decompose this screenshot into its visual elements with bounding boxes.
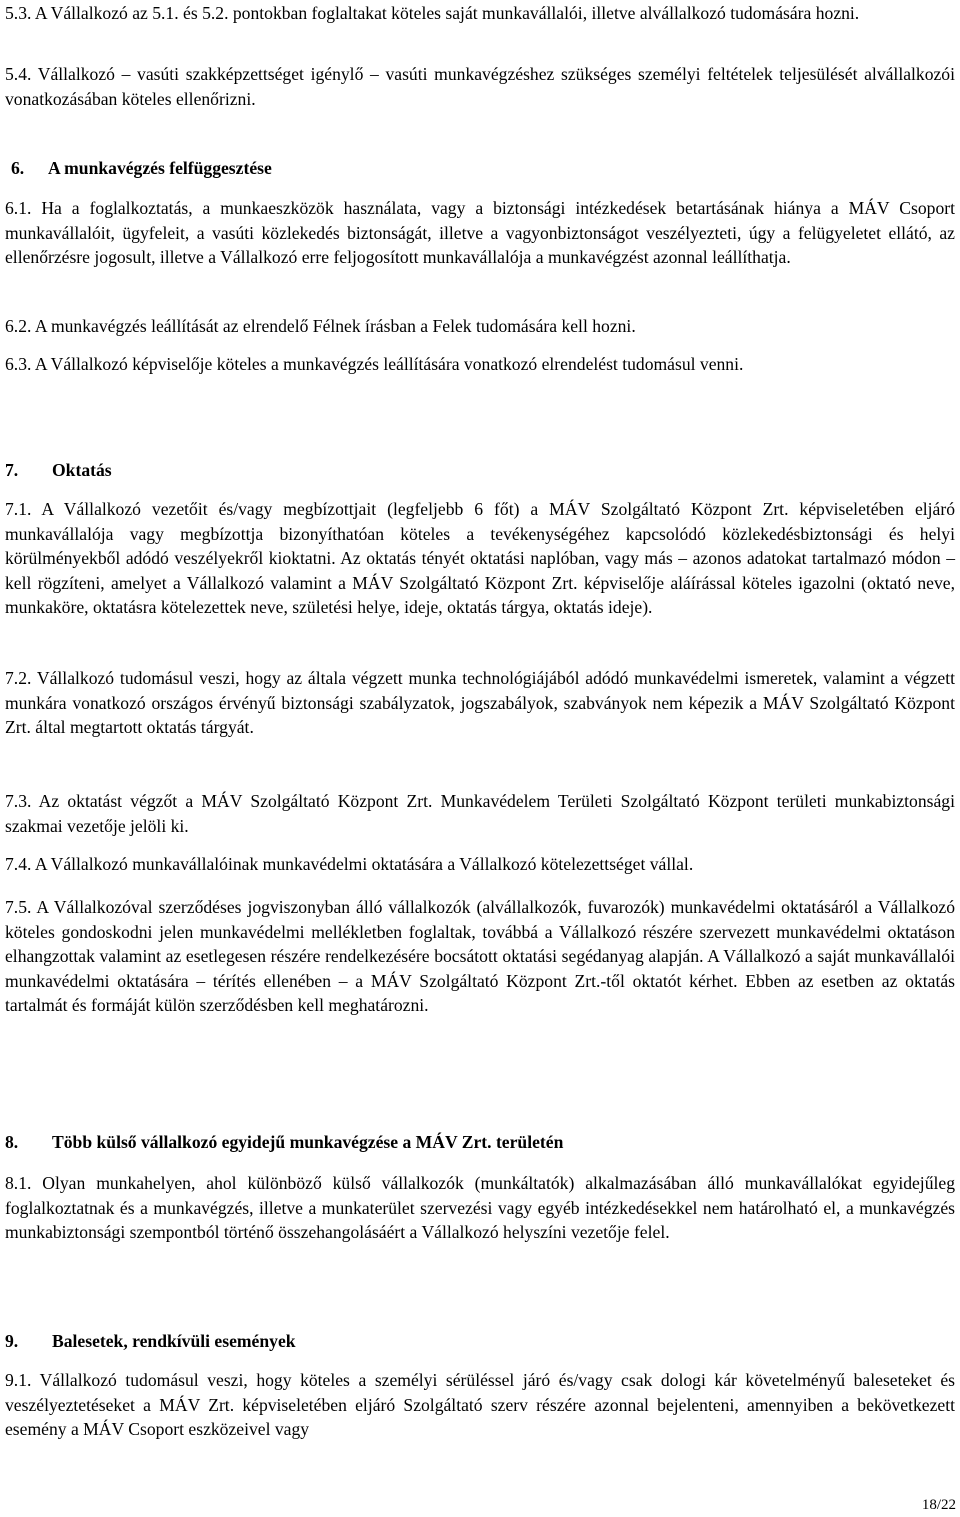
paragraph-6-2: 6.2. A munkavégzés leállítását az elrendelő Félnek írásban a Felek tudomására kell hozni. xyxy=(5,316,636,336)
paragraph-6-3: 6.3. A Vállalkozó képviselője köteles a munkavégzés leállítására vonatkozó elrendelést tudomásul venni. xyxy=(5,354,744,374)
paragraph-7-3: 7.3. Az oktatást végzőt a MÁV Szolgáltató Központ Zrt. Munkavédelem Területi Szolgáltató Központ területi munkabiztonsági szakmai vezetője jelöli ki. xyxy=(5,791,955,836)
section-heading-9 xyxy=(5,1329,296,1354)
section-title: Oktatás xyxy=(52,460,112,480)
paragraph-7-5: 7.5. A Vállalkozóval szerződéses jogviszonyban álló vállalkozók (alvállalkozók, fuvarozók) munkavédelmi oktatásáról a Vállalkozó köteles gondoskodni jelen munkavédelmi mellékletben foglaltak, továbbá a Vállalkozó részére szervezett munkavédelmi oktatáson elhangzottak valamint az esetlegesen részére rendelkezésére bocsátott oktatási segédanyag alapján. A Vállalkozó a saját munkavállalói munkavédelmi oktatására – térítés ellenében – a MÁV Szolgáltató Központ Zrt.-től oktatót kérhet. Ebben az esetben az oktatás tartalmát és formáját külön szerződésben kell meghatározni. xyxy=(5,897,955,1016)
paragraph-5-4: 5.4. Vállalkozó – vasúti szakképzettséget igénylő – vasúti munkavégzéshez szükséges személyi feltételek teljesülését alvállalkozói vonatkozásában köteles ellenőrizni. xyxy=(5,64,955,109)
section-heading-6 xyxy=(11,156,272,181)
section-title: Balesetek, rendkívüli események xyxy=(52,1331,296,1351)
section-number: 6. xyxy=(11,158,25,178)
paragraph-7-2: 7.2. Vállalkozó tudomásul veszi, hogy az általa végzett munka technológiájából adódó munkavédelmi ismeretek, valamint a végzett munkára vonatkozó országos érvényű biztonsági szabályzatok, jogszabályok, szabványok nem képezik a MÁV Szolgáltató Központ Zrt. által megtartott oktatás tárgyát. xyxy=(5,668,955,738)
paragraph-9-1: 9.1. Vállalkozó tudomásul veszi, hogy köteles a személyi sérüléssel járó és/vagy csak dologi kár követelményű baleseteket és veszélyeztetéseket a MÁV Zrt. képviseletében eljáró Szolgáltató szerv részére azonnal bejelenteni, amennyiben a bekövetkezett esemény a MÁV Csoport eszközeivel vagy xyxy=(5,1370,955,1440)
paragraph-6-1: 6.1. Ha a foglalkoztatás, a munkaeszközök használata, vagy a biztonsági intézkedések betartásának hiánya a MÁV Csoport munkavállalóit, ügyfeleit, a vasúti közlekedés biztonságát, illetve a vagyonbiztonságot veszélyezteti, úgy a felügyeletet ellátó, az ellenőrzésre jogosult, illetve a Vállalkozó erre feljogosított munkavállalója a munkavégzést azonnal leállíthatja. xyxy=(5,198,955,268)
section-number: 7. xyxy=(5,460,19,480)
section-number: 8. xyxy=(5,1132,19,1152)
section-title: Több külső vállalkozó egyidejű munkavégzése a MÁV Zrt. területén xyxy=(52,1132,564,1152)
page-number: 18/22 xyxy=(921,1497,956,1513)
paragraph-7-1: 7.1. A Vállalkozó vezetőit és/vagy megbízottjait (legfeljebb 6 főt) a MÁV Szolgáltató Központ Zrt. képviseletében eljáró munkavállalója vagy megbízottja bizonyíthatóan köteles a tevékenységéhez kapcsolódó közlekedésbiztonsági és helyi körülményekből adódó veszélyekről kioktatni. Az oktatás tényét oktatási naplóban, vagy más – azonos adatokat tartalmazó módon – kell rögzíteni, amelyet a Vállalkozó valamint a MÁV Szolgáltató Központ Zrt. képviselője aláírással köteles igazolni (oktató neve, munkaköre, oktatásra kötelezettek neve, születési helye, ideje, oktatás tárgya, oktatás ideje). xyxy=(5,499,955,618)
paragraph-5-3: 5.3. A Vállalkozó az 5.1. és 5.2. pontokban foglaltakat köteles saját munkavállalói, illetve alvállalkozó tudomására hozni. xyxy=(5,3,860,23)
paragraph-7-4: 7.4. A Vállalkozó munkavállalóinak munkavédelmi oktatására a Vállalkozó kötelezettséget vállal. xyxy=(5,854,694,874)
section-heading-7 xyxy=(5,458,112,483)
paragraph-8-1: 8.1. Olyan munkahelyen, ahol különböző külső vállalkozók (munkáltatók) alkalmazásában álló munkavállalókat egyidejűleg foglalkoztatnak és a munkavégzés, illetve a munkaterület szervezési vagy egyéb intézkedésekkel nem határolható el, a munkavégzés munkabiztonsági szempontból történő összehangolásáért a Vállalkozó helyszíni vezetője felel. xyxy=(5,1173,955,1243)
section-heading-8 xyxy=(5,1130,563,1155)
section-title: A munkavégzés felfüggesztése xyxy=(48,158,272,178)
section-number: 9. xyxy=(5,1331,19,1351)
